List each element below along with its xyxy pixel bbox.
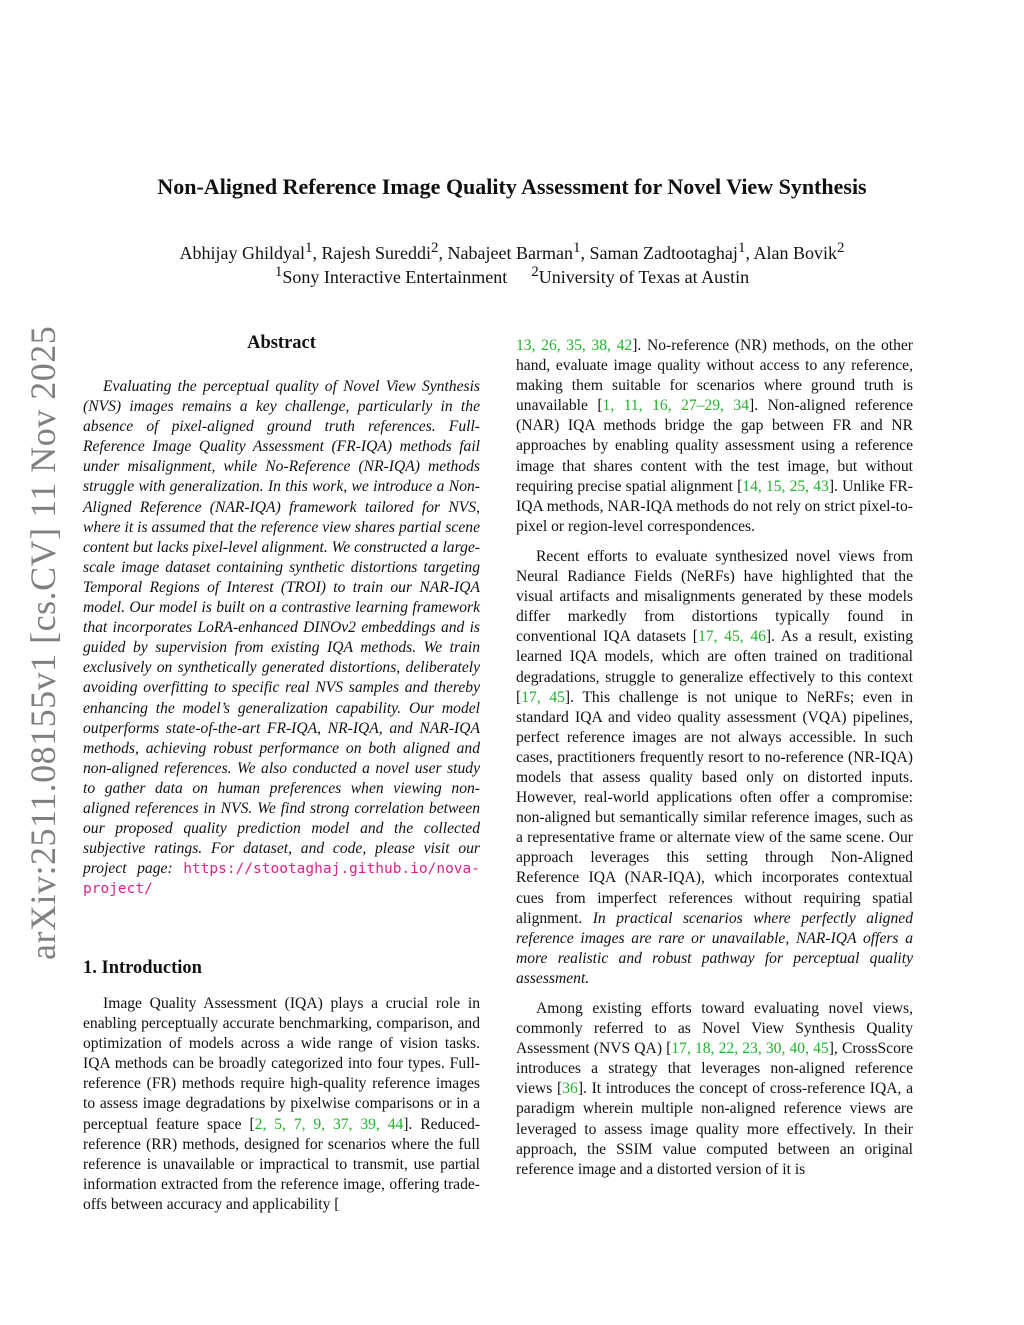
author-affil-mark: 2 xyxy=(836,240,845,256)
affil-mark: 1 xyxy=(274,264,283,280)
author-name: Rajesh Sureddi xyxy=(321,243,432,263)
abstract-heading: Abstract xyxy=(247,333,316,353)
arxiv-identifier: arXiv:2511.08155v1 [cs.CV] 11 Nov 2025 xyxy=(23,325,63,960)
paragraph-text: ], CrossScore introduces a strategy that leverages non-aligned reference views [ xyxy=(516,1040,913,1098)
citation-link[interactable]: 17, 18, 22, 23, 30, 40, 45 xyxy=(671,1040,829,1058)
section-heading-introduction: 1. Introduction xyxy=(83,958,202,978)
paragraph-text: ]. Reduced-reference (RR) methods, designed for scenarios where the full reference is unavailable or impractical to transmit, use partial information extracted from the reference image, offering trade-offs between accuracy and applicability [ xyxy=(83,1115,480,1213)
paragraph-text: ]. It introduces the concept of cross-reference IQA, a paradigm wherein multiple non-aligned reference views are leveraged to assess image quality more effectively. In their approach, the SSIM value computed between an original reference image and a distorted version of it is xyxy=(516,1080,913,1178)
paragraph-text: ]. Unlike FR-IQA methods, NAR-IQA methods do not rely on strict pixel-to-pixel or region-level correspondences. xyxy=(516,477,914,535)
affil-mark: 2 xyxy=(531,264,539,280)
project-page-link[interactable]: https://stootaghaj.github.io/nova-project/ xyxy=(83,861,480,898)
intro-paragraph-2 xyxy=(516,547,913,989)
citation-link[interactable]: 13, 26, 35, 38, 42 xyxy=(516,337,633,354)
paragraph-text: Among existing efforts toward evaluating novel views, commonly referred to as Novel View Synthesis Quality Assessment (NVS QA) [ xyxy=(516,1000,913,1058)
intro-paragraph-1-continued xyxy=(516,336,913,537)
affiliation-name: Sony Interactive Entertainment xyxy=(282,267,508,287)
author-affil-mark: 1 xyxy=(572,240,581,256)
intro-paragraph-3 xyxy=(516,999,913,1180)
citation-link[interactable]: 17, 45, 46 xyxy=(697,628,766,646)
intro-paragraph-1 xyxy=(83,994,480,1225)
paragraph-text: ]. This challenge is not unique to NeRFs; even in standard IQA and video quality assessment (VQA) pipelines, perfect reference images are not always accessible. In such cases, practitioners frequently resort to no-reference (NR-IQA) models that assess quality based only on distorted inputs. However, real-world applications often offer a compromise: non-aligned but semantically similar reference images, such as a representative frame or alternate view of the same scene. Our approach leverages this setting through Non-Aligned Reference IQA (NAR-IQA), which incorporates contextual cues from imperfect references without requiring spatial alignment. xyxy=(516,688,913,927)
paragraph-text-italic: In practical scenarios where perfectly aligned reference images are rare or unavailable, NAR-IQA offers a more realistic and robust pathway for perceptual quality assessment. xyxy=(516,909,913,987)
paper-title: Non-Aligned Reference Image Quality Assessment for Novel View Synthesis xyxy=(157,174,867,199)
citation-link[interactable]: 1, 11, 16, 27–29, 34 xyxy=(602,397,750,415)
author-name: Saman Zadtootaghaj xyxy=(589,243,738,263)
paragraph-text: ]. Non-aligned reference (NAR) IQA methods bridge the gap between FR and NR approaches by enabling quality assessment using a reference image that shares content with the test image, but without requiring precise spatial alignment [ xyxy=(516,397,913,495)
paragraph-text: Image Quality Assessment (IQA) plays a crucial role in enabling perceptually accurate benchmarking, comparison, and optimization of models across a wide range of vision tasks. IQA methods can be broadly categorized into four types. Full-reference (FR) methods require high-quality reference images to assess image degradations by pixelwise comparisons or in a perceptual feature space [ xyxy=(83,995,480,1133)
paragraph-text: Recent efforts to evaluate synthesized novel views from Neural Radiance Fields (NeRFs) have highlighted that the visual artifacts and misalignments generated by these models differ markedly from distortions typically found in conventional IQA datasets [ xyxy=(516,547,913,646)
affiliation-list xyxy=(0,264,1024,288)
author-affil-mark: 1 xyxy=(305,240,313,256)
abstract-text: Evaluating the perceptual quality of Novel View Synthesis (NVS) images remains a key challenge, particularly in the absence of pixel-aligned ground truth references. Full-Reference Image Quality Assessment (FR-IQA) methods fail under misalignment, while No-Reference (NR-IQA) methods struggle with generalization. In this work, we introduce a Non-Aligned Reference (NAR-IQA) framework tailored for NVS, where it is assumed that the reference view shares partial scene content but lacks pixel-level alignment. We constructed a large-scale image dataset containing synthetic distortions targeting Temporal Regions of Interest (TROI) to train our NAR-IQA model. Our model is built on a contrastive learning framework that incorporates LoRA-enhanced DINOv2 embeddings and is guided by supervision from existing IQA methods. We train exclusively on synthetically generated distortions, deliberately avoiding overfitting to specific real NVS samples and thereby enhancing the model’s generalization capability. Our model outperforms state-of-the-art FR-IQA, NR-IQA, and NAR-IQA methods, achieving robust performance on both aligned and non-aligned references. We also conducted a novel user study to gather data on human preferences when viewing non-aligned references in NVS. We find strong correlation between our proposed quality prediction model and the collected subjective ratings. For dataset, and code, please visit our project page: xyxy=(83,378,480,878)
affiliation-name: University of Texas at Austin xyxy=(538,267,750,287)
author-name: Abhijay Ghildyal xyxy=(179,243,306,263)
author-affil-mark: 1 xyxy=(737,240,746,256)
author-name: Nabajeet Barman xyxy=(447,243,573,263)
citation-link[interactable]: 36 xyxy=(562,1080,578,1098)
right-column xyxy=(516,336,913,1190)
citation-link[interactable]: 17, 45 xyxy=(521,688,565,706)
paragraph-text: ]. No-reference (NR) methods, on the other hand, evaluate image quality without access to any reference, making them suitable for scenarios where ground truth is unavailable [ xyxy=(516,337,913,415)
paragraph-text: ]. As a result, existing learned IQA models, which are often trained on traditional degradations, struggle to generalize effectively to this context [ xyxy=(516,628,914,706)
author-affil-mark: 2 xyxy=(431,240,439,256)
citation-link[interactable]: 14, 15, 25, 43 xyxy=(742,477,829,495)
author-list: Abhijay Ghildyal$^1$, Rajesh Sureddi$^2$, Nabajeet Barman$^1$, Saman Zadtootaghaj$^1$, Alan Bovik$^2$ xyxy=(179,240,845,263)
author-name: Alan Bovik xyxy=(753,243,837,263)
citation-link[interactable]: 2, 5, 7, 9, 37, 39, 44 xyxy=(254,1115,404,1133)
abstract-body xyxy=(83,377,480,909)
